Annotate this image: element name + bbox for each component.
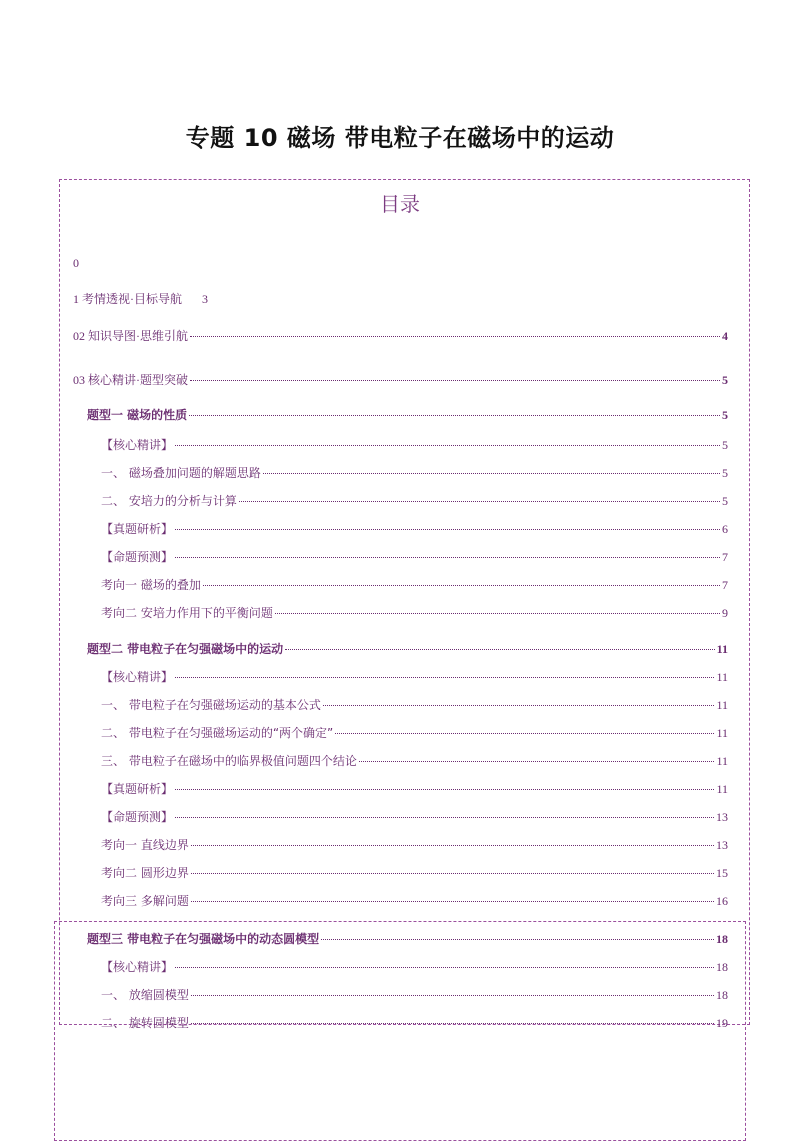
toc-leader-dots	[175, 445, 720, 446]
toc-entry-label: 二、 带电粒子在匀强磁场运动的“两个确定”	[101, 726, 334, 740]
toc-entry-page: 11	[716, 726, 728, 740]
toc-entry[interactable]	[101, 520, 728, 537]
toc-entry[interactable]	[101, 724, 728, 741]
toc-line-1[interactable]	[73, 290, 208, 307]
toc-leader-dots	[191, 995, 714, 996]
toc-entry-page: 11	[716, 698, 728, 712]
toc-entry-label: 考向二 安培力作用下的平衡问题	[101, 606, 273, 620]
toc-entry-page: 5	[722, 438, 728, 452]
toc-entry-page: 19	[716, 1016, 728, 1030]
toc-entry[interactable]	[101, 436, 728, 453]
toc-entry[interactable]	[101, 780, 728, 797]
toc-entry[interactable]	[87, 930, 728, 947]
toc-entry-page: 15	[716, 866, 728, 880]
toc-entry-page: 18	[716, 960, 728, 974]
toc-entry-label: 三、 带电粒子在磁场中的临界极值问题四个结论	[101, 754, 357, 768]
toc-entry-page: 5	[722, 373, 728, 387]
toc-entry-label: 二、 旋转圆模型	[101, 1016, 189, 1030]
toc-leader-dots	[191, 845, 714, 846]
toc-leader-dots	[203, 585, 720, 586]
toc-entry[interactable]	[101, 892, 728, 909]
toc-entry[interactable]	[101, 958, 728, 975]
toc-leader-dots	[175, 677, 714, 678]
toc-entry-label: 【核心精讲】	[101, 438, 174, 452]
toc-heading: 目录	[380, 192, 420, 216]
toc-leader-dots	[321, 939, 714, 940]
toc-entry-page: 11	[716, 642, 728, 656]
toc-entry[interactable]	[101, 604, 728, 621]
toc-entry-label: 02 知识导图·思维引航	[73, 329, 188, 343]
toc-entry[interactable]	[73, 371, 728, 388]
toc-leader-dots	[275, 613, 720, 614]
toc-entry[interactable]	[101, 986, 728, 1003]
toc-entry-page: 11	[716, 670, 728, 684]
toc-leader-dots	[190, 380, 720, 381]
toc-entry-page: 6	[722, 522, 728, 536]
toc-entry-page: 5	[722, 408, 728, 422]
toc-entry-label: 一、 带电粒子在匀强磁场运动的基本公式	[101, 698, 321, 712]
toc-entry[interactable]	[101, 696, 728, 713]
toc-entry[interactable]	[73, 327, 728, 344]
toc-line-1-label: 1 考情透视·目标导航	[73, 292, 182, 306]
toc-leader-dots	[175, 557, 720, 558]
toc-entry[interactable]	[101, 668, 728, 685]
toc-entry[interactable]	[101, 752, 728, 769]
toc-entry[interactable]	[101, 1014, 728, 1031]
toc-entry-label: 【真题研析】	[101, 522, 174, 536]
toc-entry[interactable]	[101, 808, 728, 825]
toc-leader-dots	[191, 873, 714, 874]
toc-line-1-page: 3	[202, 292, 208, 306]
toc-entry-label: 【核心精讲】	[101, 960, 174, 974]
toc-entry[interactable]	[101, 492, 728, 509]
toc-entry-label: 【命题预测】	[101, 810, 174, 824]
toc-entry-page: 4	[722, 329, 728, 343]
toc-leader-dots	[175, 529, 720, 530]
toc-entry-page: 18	[716, 988, 728, 1002]
toc-entry-page: 16	[716, 894, 728, 908]
toc-leader-dots	[175, 817, 714, 818]
toc-entry-label: 考向一 直线边界	[101, 838, 189, 852]
next-frame	[54, 921, 746, 1141]
toc-entry[interactable]	[101, 464, 728, 481]
toc-entry-label: 题型二 带电粒子在匀强磁场中的运动	[87, 642, 284, 656]
toc-entry[interactable]	[87, 406, 728, 423]
toc-entry-label: 【核心精讲】	[101, 670, 174, 684]
toc-leader-dots	[175, 789, 714, 790]
toc-entry-label: 【真题研析】	[101, 782, 174, 796]
toc-entry-label: 一、 放缩圆模型	[101, 988, 189, 1002]
toc-entry-label: 考向一 磁场的叠加	[101, 578, 201, 592]
toc-leader-dots	[239, 501, 720, 502]
toc-leader-dots	[189, 415, 720, 416]
toc-entry-page: 7	[722, 578, 728, 592]
toc-entry[interactable]	[101, 836, 728, 853]
toc-line-0[interactable]: 0	[73, 256, 79, 270]
page-title: 专题 10 磁场 带电粒子在磁场中的运动	[185, 124, 615, 152]
toc-entry-page: 11	[716, 754, 728, 768]
toc-entry-label: 03 核心精讲·题型突破	[73, 373, 188, 387]
toc-leader-dots	[285, 649, 714, 650]
toc-entry[interactable]	[101, 864, 728, 881]
toc-leader-dots	[323, 705, 715, 706]
toc-entry[interactable]	[101, 576, 728, 593]
toc-entry-page: 9	[722, 606, 728, 620]
toc-entry-label: 一、 磁场叠加问题的解题思路	[101, 466, 261, 480]
toc-entry[interactable]	[87, 640, 728, 657]
toc-leader-dots	[190, 336, 720, 337]
toc-entry-page: 11	[716, 782, 728, 796]
toc-leader-dots	[175, 967, 714, 968]
toc-leader-dots	[191, 1023, 714, 1024]
toc-entry-page: 18	[716, 932, 728, 946]
toc-entry-label: 考向三 多解问题	[101, 894, 189, 908]
toc-leader-dots	[359, 761, 715, 762]
toc-entry[interactable]	[101, 548, 728, 565]
toc-entry-label: 题型一 磁场的性质	[87, 408, 188, 422]
toc-leader-dots	[191, 901, 714, 902]
toc-entry-page: 13	[716, 838, 728, 852]
toc-entry-label: 考向二 圆形边界	[101, 866, 189, 880]
toc-entry-label: 二、 安培力的分析与计算	[101, 494, 237, 508]
toc-entry-label: 题型三 带电粒子在匀强磁场中的动态圆模型	[87, 932, 320, 946]
toc-entry-page: 5	[722, 494, 728, 508]
toc-leader-dots	[335, 733, 714, 734]
toc-entry-label: 【命题预测】	[101, 550, 174, 564]
toc-entry-page: 5	[722, 466, 728, 480]
toc-entry-page: 7	[722, 550, 728, 564]
toc-entry-page: 13	[716, 810, 728, 824]
toc-leader-dots	[263, 473, 720, 474]
